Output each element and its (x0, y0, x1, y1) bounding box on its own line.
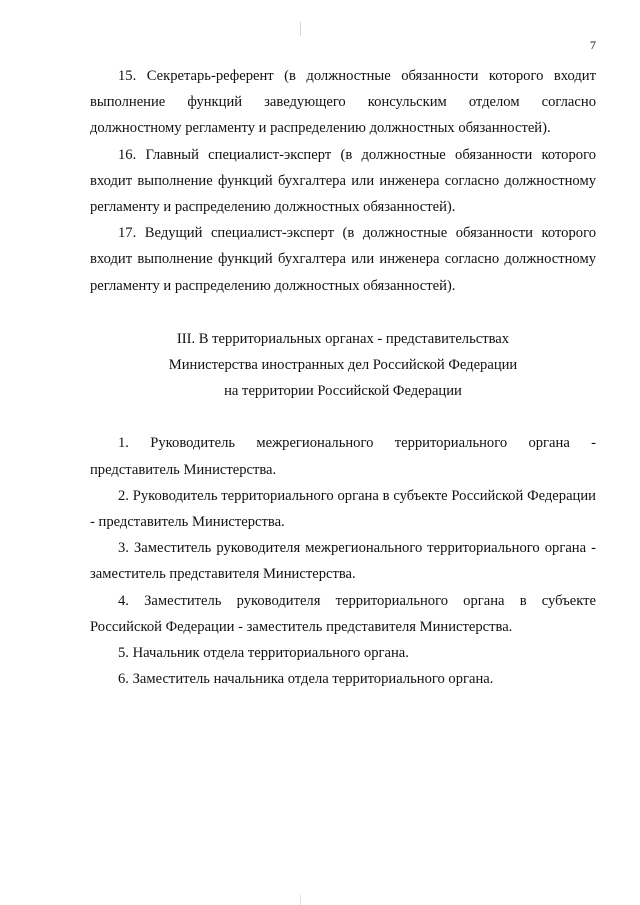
list-item-4: 4. Заместитель руководителя территориального органа в субъекте Российской Федерации - заместитель представителя Министерства. (90, 592, 596, 635)
list-item-5: 5. Начальник отдела территориального органа. (118, 645, 409, 662)
list-item-15: 15. Секретарь-референт (в должностные обязанности которого входит выполнение функций заведующего консульским отделом согласно должностному регламенту и распределению должностных обязанностей). (90, 68, 596, 137)
page-number: 7 (590, 38, 596, 52)
spacer (90, 299, 596, 326)
section-heading-line-3: на территории Российской Федерации (224, 383, 462, 400)
list-item-2: 2. Руководитель территориального органа в субъекте Российской Федерации - представитель Министерства. (90, 487, 596, 531)
scan-artifact-top (300, 22, 301, 36)
section-heading (90, 326, 596, 405)
list-item-6: 6. Заместитель начальника отдела территориального органа. (118, 671, 494, 688)
list-item-3: 3. Заместитель руководителя межрегионального территориального органа - заместитель представителя Министерства. (90, 540, 596, 583)
scan-artifact-bottom (300, 895, 301, 905)
list-item-17: 17. Ведущий специалист-эксперт (в должностные обязанности которого входит выполнение функций бухгалтера или инженера согласно должностному регламенту и распределению должностных обязанностей). (90, 225, 596, 294)
section-heading-line-1: III. В территориальных органах - представительствах (176, 330, 510, 347)
list-item-1: 1. Руководитель межрегионального территориального органа - представитель Министерства. (90, 435, 596, 478)
document-body (90, 63, 596, 692)
spacer (90, 404, 596, 430)
list-item-16: 16. Главный специалист-эксперт (в должностные обязанности которого входит выполнение функций бухгалтера или инженера согласно должностному регламенту и распределению должностных обязанностей). (90, 146, 596, 216)
section-heading-line-2: Министерства иностранных дел Российской Федерации (168, 357, 518, 374)
